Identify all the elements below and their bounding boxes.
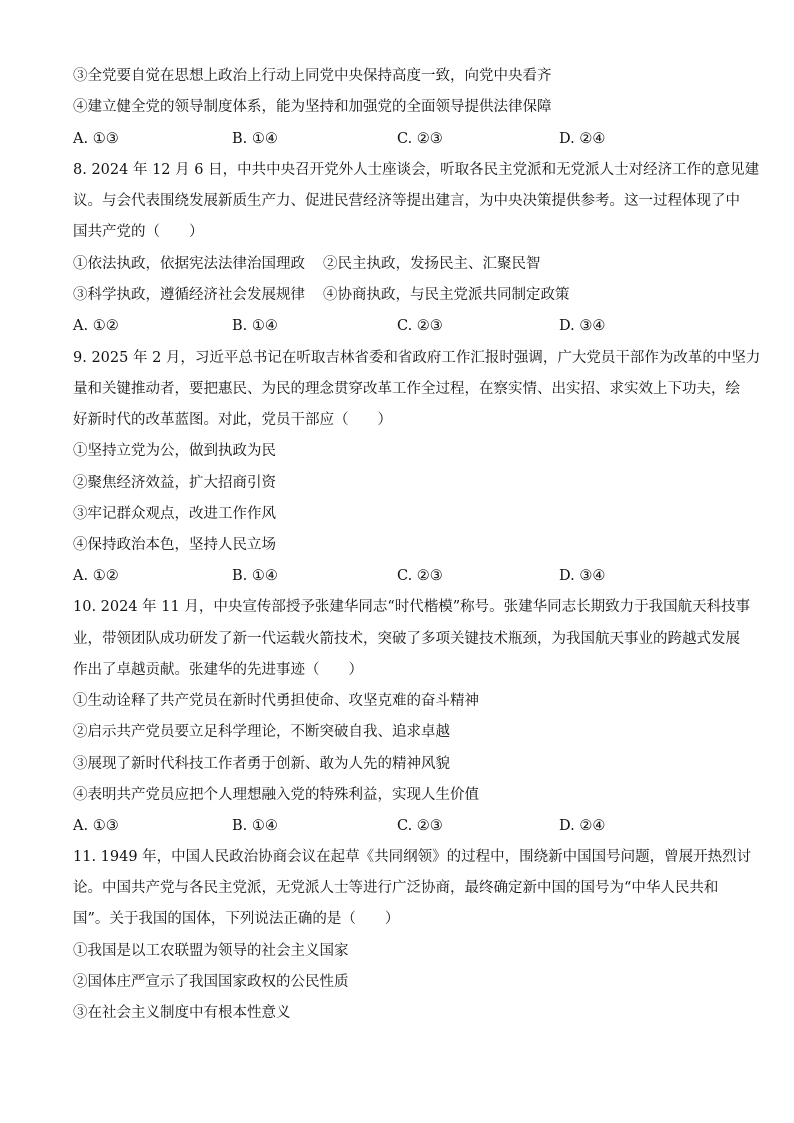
q7-options [73, 129, 723, 149]
q8-stem-line-3: 国共产党的（ ） [73, 224, 204, 240]
q8-statement-3: ③科学执政，遵循经济社会发展规律 [73, 287, 305, 303]
q10-stem-line-2: 业，带领团队成功研发了新一代运载火箭技术，突破了多项关键技术瓶颈，为我国航天事业的跨越式发展 [73, 631, 740, 647]
q9-option-a: A. ①② [73, 568, 119, 584]
q10-stem-line-1: 10. 2024 年 11 月，中央宣传部授予张建华同志“时代楷模”称号。张建华同志长期致力于我国航天科技事 [73, 599, 751, 615]
q10-options [73, 816, 723, 836]
q10-statement-1: ①生动诠释了共产党员在新时代勇担使命、攻坚克难的奋斗精神 [73, 693, 479, 709]
q11-stem-line-3: 国”。关于我国的国体，下列说法正确的是（ ） [73, 911, 400, 927]
q9-option-b: B. ①④ [232, 568, 278, 584]
q7-option-a: A. ①③ [73, 131, 119, 147]
q10-option-a: A. ①③ [73, 818, 119, 834]
q8-statement-4: ④协商执政，与民主党派共同制定政策 [323, 287, 570, 303]
q11-stem-line-1: 11. 1949 年，中国人民政治协商会议在起草《共同纲领》的过程中，围绕新中国国号问题，曾展开热烈讨 [73, 849, 752, 865]
q10-statement-2: ②启示共产党员要立足科学理论，不断突破自我、追求卓越 [73, 724, 450, 740]
q8-statement-2: ②民主执政，发扬民主、汇聚民智 [323, 256, 541, 272]
q11-statement-1: ①我国是以工农联盟为领导的社会主义国家 [73, 943, 349, 959]
q10-option-c: C. ②③ [397, 818, 443, 834]
q7-statement-3: ③全党要自觉在思想上政治上行动上同党中央保持高度一致，向党中央看齐 [73, 68, 552, 84]
q8-option-a: A. ①② [73, 318, 119, 334]
q7-option-b: B. ①④ [232, 131, 278, 147]
q9-statement-4: ④保持政治本色，坚持人民立场 [73, 537, 276, 553]
q11-stem-line-2: 论。中国共产党与各民主党派，无党派人士等进行广泛协商，最终确定新中国的国号为“中华人民共和 [73, 880, 719, 896]
q9-stem-line-3: 好新时代的改革蓝图。对此，党员干部应（ ） [73, 412, 392, 428]
q8-statement-1: ①依法执政，依据宪法法律治国理政 [73, 256, 305, 272]
q7-statement-4: ④建立健全党的领导制度体系，能为坚持和加强党的全面领导提供法律保障 [73, 99, 552, 115]
q10-option-d: D. ②④ [559, 818, 606, 834]
q10-statement-4: ④表明共产党员应把个人理想融入党的特殊利益，实现人生价值 [73, 787, 479, 803]
q8-option-c: C. ②③ [397, 318, 443, 334]
q7-option-c: C. ②③ [397, 131, 443, 147]
q9-options [73, 566, 723, 586]
q9-stem-line-2: 量和关键推动者，要把惠民、为民的理念贯穿改革工作全过程，在察实情、出实招、求实效上下功夫，绘 [73, 381, 740, 397]
q7-option-d: D. ②④ [559, 131, 606, 147]
q9-option-c: C. ②③ [397, 568, 443, 584]
q9-statement-3: ③牢记群众观点，改进工作作风 [73, 506, 276, 522]
q8-statements-row-2 [73, 285, 723, 305]
q9-statement-1: ①坚持立党为公，做到执政为民 [73, 443, 276, 459]
q8-option-d: D. ③④ [559, 318, 606, 334]
q10-statement-3: ③展现了新时代科技工作者勇于创新、敢为人先的精神风貌 [73, 756, 450, 772]
q8-options [73, 316, 723, 336]
q8-stem-line-2: 议。与会代表围绕发展新质生产力、促进民营经济等提出建言，为中央决策提供参考。这一过程体现了中 [73, 193, 740, 209]
q10-stem-line-3: 作出了卓越贡献。张建华的先进事迹（ ） [73, 662, 363, 678]
q11-statement-2: ②国体庄严宣示了我国国家政权的公民性质 [73, 974, 349, 990]
q9-stem-line-1: 9. 2025 年 2 月，习近平总书记在听取吉林省委和省政府工作汇报时强调，广大党员干部作为改革的中坚力 [73, 350, 761, 366]
q9-option-d: D. ③④ [559, 568, 606, 584]
q8-option-b: B. ①④ [232, 318, 278, 334]
q8-stem-line-1: 8. 2024 年 12 月 6 日，中共中央召开党外人士座谈会，听取各民主党派和无党派人士对经济工作的意见建 [73, 162, 760, 178]
q8-statements-row-1 [73, 254, 723, 274]
q9-statement-2: ②聚焦经济效益，扩大招商引资 [73, 475, 276, 491]
q11-statement-3: ③在社会主义制度中有根本性意义 [73, 1005, 291, 1021]
q10-option-b: B. ①④ [232, 818, 278, 834]
